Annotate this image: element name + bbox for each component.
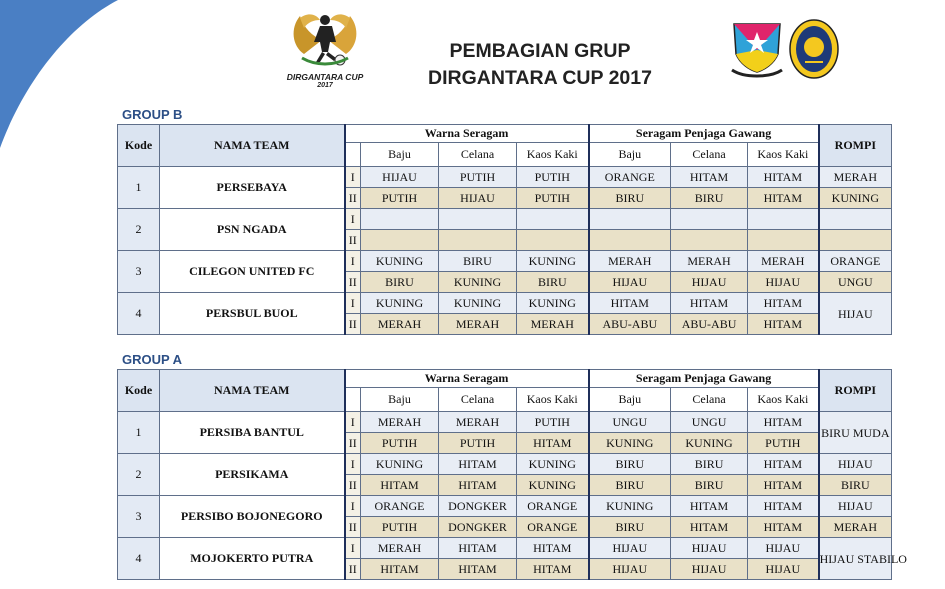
table-row [118,454,892,475]
cell-gk-kaos-kaki: HIJAU [748,559,819,580]
table-row [118,293,892,314]
cell-gk-kaos-kaki: HITAM [748,188,819,209]
cell-gk-baju: HIJAU [589,559,671,580]
team-name: PERSEBAYA [160,167,345,209]
cell-gk-baju [589,209,671,230]
cell-kaos-kaki: PUTIH [517,188,589,209]
cell-celana: HITAM [439,475,517,496]
header-gk-celana: Celana [671,143,748,167]
cell-gk-celana [671,230,748,251]
cell-baju: PUTIH [361,188,439,209]
cell-kaos-kaki [517,230,589,251]
cell-gk-kaos-kaki: HITAM [748,167,819,188]
team-kode: 1 [118,167,160,209]
cell-rompi: MERAH [819,517,892,538]
cell-gk-baju: BIRU [589,454,671,475]
team-kode: 2 [118,209,160,251]
cell-kaos-kaki: ORANGE [517,496,589,517]
cell-baju: ORANGE [361,496,439,517]
cell-kaos-kaki: HITAM [517,559,589,580]
team-kode: 4 [118,538,160,580]
row-numeral: I [345,293,361,314]
cell-baju: PUTIH [361,517,439,538]
header-gk-celana: Celana [671,388,748,412]
cell-rompi: BIRU [819,475,892,496]
cell-gk-kaos-kaki: HITAM [748,496,819,517]
cell-gk-baju: BIRU [589,517,671,538]
cell-kaos-kaki: PUTIH [517,412,589,433]
row-numeral: II [345,314,361,335]
header-gk-baju: Baju [589,143,671,167]
row-numeral: II [345,433,361,454]
row-numeral: I [345,538,361,559]
cell-gk-baju: HIJAU [589,272,671,293]
row-numeral: II [345,272,361,293]
cell-gk-baju: HIJAU [589,538,671,559]
team-kode: 2 [118,454,160,496]
cell-gk-celana: MERAH [671,251,748,272]
logo-year: 2017 [317,82,333,89]
cell-gk-celana: HITAM [671,293,748,314]
cell-kaos-kaki: HITAM [517,538,589,559]
cell-gk-celana: HITAM [671,496,748,517]
cell-kaos-kaki: PUTIH [517,167,589,188]
cell-gk-kaos-kaki: PUTIH [748,433,819,454]
cell-celana: DONGKER [439,496,517,517]
cell-gk-baju: UNGU [589,412,671,433]
cell-baju: HITAM [361,475,439,496]
cell-kaos-kaki: ORANGE [517,517,589,538]
cell-gk-kaos-kaki [748,209,819,230]
cell-rompi: HIJAU STABILO [819,538,892,580]
row-numeral: II [345,517,361,538]
cell-celana: MERAH [439,412,517,433]
row-numeral: I [345,496,361,517]
table-row [118,209,892,230]
cell-celana: HIJAU [439,188,517,209]
cell-celana: MERAH [439,314,517,335]
cell-gk-baju: ORANGE [589,167,671,188]
group-b-label: GROUP B [122,107,183,122]
header-kode: Kode [118,370,160,412]
pssi-emblem-icon [788,18,840,80]
cell-baju [361,230,439,251]
header-kode: Kode [118,125,160,167]
cell-gk-baju [589,230,671,251]
team-name: PERSBUL BUOL [160,293,345,335]
cell-baju: KUNING [361,251,439,272]
header-kaos-kaki: Kaos Kaki [517,143,589,167]
header-kaos-kaki: Kaos Kaki [517,388,589,412]
cell-gk-kaos-kaki: HIJAU [748,272,819,293]
cell-celana: KUNING [439,272,517,293]
header-warna-seragam: Warna Seragam [345,125,589,143]
cell-gk-baju: MERAH [589,251,671,272]
team-kode: 4 [118,293,160,335]
cell-baju: HIJAU [361,167,439,188]
corner-decoration [0,0,120,150]
cell-gk-kaos-kaki [748,230,819,251]
dirgantara-cup-logo [282,6,368,89]
cell-gk-kaos-kaki: HITAM [748,412,819,433]
team-name: PERSIBA BANTUL [160,412,345,454]
header-blank [345,143,361,167]
cell-baju [361,209,439,230]
cell-gk-celana: HITAM [671,517,748,538]
cell-gk-baju: KUNING [589,433,671,454]
title-line-2: DIRGANTARA CUP 2017 [428,67,652,89]
eagle-player-icon [282,6,368,68]
team-name: PSN NGADA [160,209,345,251]
cell-gk-kaos-kaki: HITAM [748,314,819,335]
group-a-table [117,369,907,580]
cell-gk-baju: BIRU [589,475,671,496]
table-row [118,496,892,517]
header-gk-kaos-kaki: Kaos Kaki [748,143,819,167]
header-seragam-penjaga-gawang: Seragam Penjaga Gawang [589,125,819,143]
row-numeral: I [345,454,361,475]
header-celana: Celana [439,388,517,412]
team-kode: 3 [118,496,160,538]
table-row [118,251,892,272]
cell-kaos-kaki: KUNING [517,475,589,496]
cell-gk-baju: BIRU [589,188,671,209]
title-line-1: PEMBAGIAN GRUP [449,40,631,62]
cell-kaos-kaki: KUNING [517,454,589,475]
header-blank [345,388,361,412]
cell-rompi [819,209,892,230]
cell-celana: KUNING [439,293,517,314]
row-numeral: II [345,188,361,209]
header-rompi: ROMPI [819,370,892,412]
cell-celana: HITAM [439,454,517,475]
team-kode: 3 [118,251,160,293]
header-baju: Baju [361,143,439,167]
row-numeral: II [345,230,361,251]
team-name: MOJOKERTO PUTRA [160,538,345,580]
page-title [400,38,680,92]
cell-rompi: BIRU MUDA [819,412,892,454]
cell-gk-celana: BIRU [671,188,748,209]
cell-baju: MERAH [361,314,439,335]
cell-rompi [819,230,892,251]
header-warna-seragam: Warna Seragam [345,370,589,388]
cell-baju: KUNING [361,454,439,475]
cell-kaos-kaki: BIRU [517,272,589,293]
cell-celana: PUTIH [439,433,517,454]
table-row [118,538,892,559]
cell-celana: BIRU [439,251,517,272]
cell-celana: HITAM [439,559,517,580]
cell-kaos-kaki: KUNING [517,251,589,272]
cell-gk-celana: HIJAU [671,538,748,559]
cell-celana: DONGKER [439,517,517,538]
cell-rompi: HIJAU [819,293,892,335]
cell-gk-baju: KUNING [589,496,671,517]
row-numeral: II [345,559,361,580]
header-celana: Celana [439,143,517,167]
cell-gk-kaos-kaki: HITAM [748,517,819,538]
table-row [118,167,892,188]
cell-celana [439,209,517,230]
table-row [118,412,892,433]
cell-baju: BIRU [361,272,439,293]
cell-kaos-kaki: KUNING [517,293,589,314]
cell-gk-celana: HIJAU [671,272,748,293]
team-name: PERSIKAMA [160,454,345,496]
cell-rompi: KUNING [819,188,892,209]
group-a-label: GROUP A [122,352,182,367]
header-seragam-penjaga-gawang: Seragam Penjaga Gawang [589,370,819,388]
club-shield-icon [730,20,784,78]
cell-baju: MERAH [361,412,439,433]
cell-rompi: HIJAU [819,496,892,517]
header-nama-team: NAMA TEAM [160,370,345,412]
cell-baju: KUNING [361,293,439,314]
logo-text: DIRGANTARA CUP [286,72,364,82]
cell-gk-celana: UNGU [671,412,748,433]
team-name: PERSIBO BOJONEGORO [160,496,345,538]
cell-celana: HITAM [439,538,517,559]
cell-gk-celana: ABU-ABU [671,314,748,335]
cell-kaos-kaki [517,209,589,230]
cell-kaos-kaki: MERAH [517,314,589,335]
cell-gk-kaos-kaki: HITAM [748,475,819,496]
cell-gk-celana: BIRU [671,454,748,475]
group-b-table [117,124,892,335]
cell-gk-kaos-kaki: MERAH [748,251,819,272]
cell-celana: PUTIH [439,167,517,188]
cell-rompi: UNGU [819,272,892,293]
cell-gk-kaos-kaki: HITAM [748,454,819,475]
cell-rompi: HIJAU [819,454,892,475]
header-rompi: ROMPI [819,125,892,167]
cell-baju: MERAH [361,538,439,559]
cell-gk-baju: ABU-ABU [589,314,671,335]
cell-gk-celana [671,209,748,230]
cell-rompi: ORANGE [819,251,892,272]
cell-baju: PUTIH [361,433,439,454]
cell-gk-kaos-kaki: HIJAU [748,538,819,559]
team-kode: 1 [118,412,160,454]
row-numeral: I [345,412,361,433]
cell-kaos-kaki: HITAM [517,433,589,454]
team-name: CILEGON UNITED FC [160,251,345,293]
cell-rompi: MERAH [819,167,892,188]
cell-gk-kaos-kaki: HITAM [748,293,819,314]
header-baju: Baju [361,388,439,412]
header-gk-kaos-kaki: Kaos Kaki [748,388,819,412]
row-numeral: I [345,251,361,272]
cell-gk-celana: HIJAU [671,559,748,580]
cell-gk-celana: HITAM [671,167,748,188]
cell-gk-celana: BIRU [671,475,748,496]
header-nama-team: NAMA TEAM [160,125,345,167]
row-numeral: I [345,167,361,188]
cell-baju: HITAM [361,559,439,580]
header-gk-baju: Baju [589,388,671,412]
row-numeral: I [345,209,361,230]
row-numeral: II [345,475,361,496]
cell-celana [439,230,517,251]
cell-gk-baju: HITAM [589,293,671,314]
cell-gk-celana: KUNING [671,433,748,454]
